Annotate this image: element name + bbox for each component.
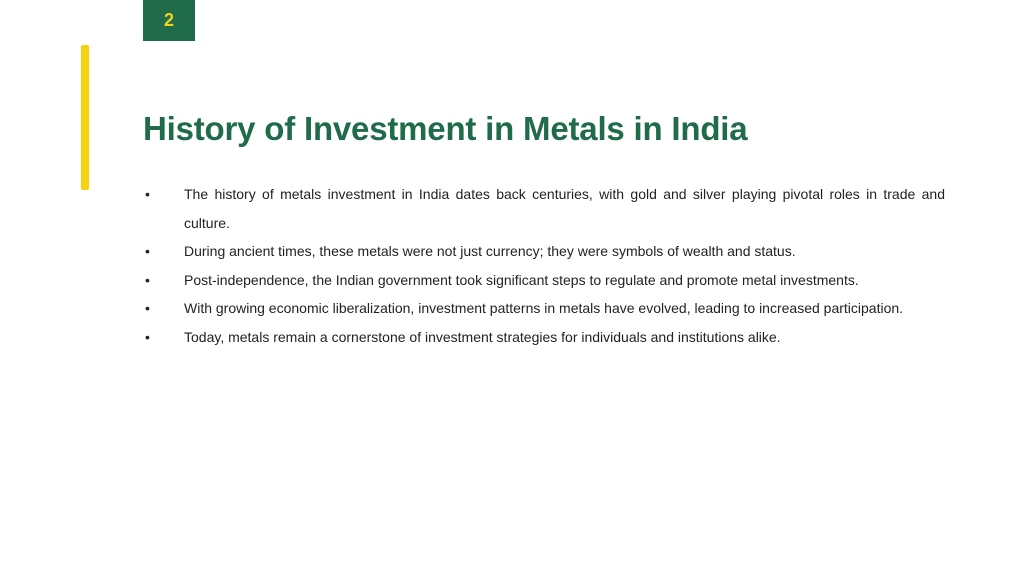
bullet-list bbox=[145, 180, 945, 351]
bullet-item bbox=[145, 294, 945, 323]
bullet-icon: • bbox=[145, 243, 150, 259]
bullet-icon: • bbox=[145, 300, 150, 316]
slide-title: History of Investment in Metals in India bbox=[143, 110, 748, 147]
accent-bar bbox=[81, 45, 89, 190]
page-number-badge bbox=[143, 0, 195, 41]
bullet-item bbox=[145, 180, 945, 237]
bullet-icon: • bbox=[145, 271, 150, 288]
bullet-text: The history of metals investment in India dates back centuries, with gold and silver playing pivotal roles in trade and culture. bbox=[184, 186, 945, 231]
bullet-icon: • bbox=[145, 186, 150, 202]
page-number: 2 bbox=[163, 10, 174, 30]
bullet-item bbox=[145, 323, 945, 352]
bullet-icon: • bbox=[145, 328, 150, 345]
bullet-text: With growing economic liberalization, investment patterns in metals have evolved, leading to increased participation. bbox=[184, 300, 904, 316]
bullet-text: Post-independence, the Indian government took significant steps to regulate and promote metal investments. bbox=[184, 271, 859, 288]
bullet-item bbox=[145, 266, 945, 295]
bullet-text: During ancient times, these metals were not just currency; they were symbols of wealth and status. bbox=[184, 243, 796, 259]
bullet-text: Today, metals remain a cornerstone of investment strategies for individuals and institutions alike. bbox=[184, 328, 781, 345]
bullet-item bbox=[145, 237, 945, 266]
